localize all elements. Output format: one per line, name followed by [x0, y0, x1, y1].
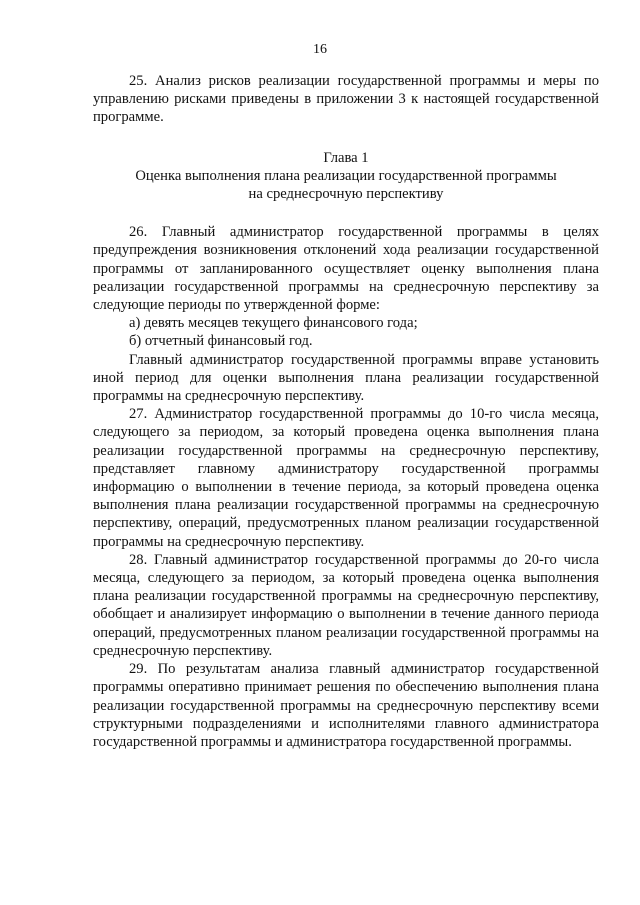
paragraph-26: 26. Главный администратор государственной программы в целях предупреждения возникновения отклонений хода реализации государственной программы от запланированного осуществляет оценку выполнения плана реализации государственной программы на среднесрочную перспективу за следующие периоды по утвержденной форме: — [93, 224, 599, 314]
page-number: 16 — [313, 42, 327, 57]
list-item-b: б) отчетный финансовый год. — [129, 333, 313, 350]
paragraph-28: 28. Главный администратор государственной программы до 20-го числа месяца, следующего за периодом, за который проведена оценка выполнения плана реализации государственной программы на среднесрочную перспективу, обобщает и анализирует информацию о выполнении в течение данного периода операций, предусмотренных планом реализации государственной программы на среднесрочную перспективу. — [93, 551, 599, 659]
list-item-a: а) девять месяцев текущего финансового года; — [129, 315, 418, 332]
document-body — [93, 72, 599, 751]
paragraph-25: 25. Анализ рисков реализации государственной программы и меры по управлению рисками приведены в приложении 3 к настоящей государственной программе. — [93, 73, 599, 126]
chapter-title-line-2: на среднесрочную перспективу — [248, 186, 444, 203]
paragraph-29: 29. По результатам анализа главный администратор государственной программы оперативно принимает решения по обеспечению выполнения плана реализации государственной программы на среднесрочную перспективу всеми структурными подразделениями и исполнителями главного администратора государственной программы и администратора государственной программы. — [93, 661, 599, 750]
paragraph-26-note: Главный администратор государственной программы вправе установить иной период для оценки выполнения плана реализации государственной программы на среднесрочную перспективу. — [93, 351, 599, 405]
chapter-number: Глава 1 — [323, 149, 369, 166]
paragraph-27: 27. Администратор государственной программы до 10-го числа месяца, следующего за периодом, за который проведена оценка выполнения плана реализации государственной программы на среднесрочную перспективу, представляет главному администратору государственной программы информацию о выполнении в течение периода, за который проведена оценка выполнения плана реализации государственной программы на среднесрочную перспективу, операций, предусмотренных планом реализации государственной программы на среднесрочную перспективу. — [93, 406, 599, 550]
chapter-title-line-1: Оценка выполнения плана реализации государственной программы — [135, 167, 557, 184]
